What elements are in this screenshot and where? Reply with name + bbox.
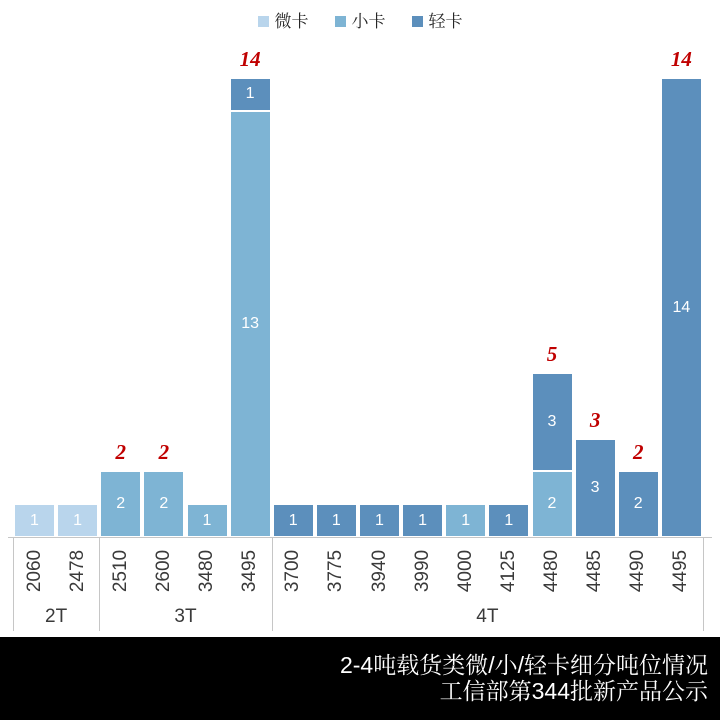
x-tick-label: 3495 (239, 549, 261, 593)
x-tick-label: 3940 (368, 549, 390, 593)
segment-value-label: 14 (672, 298, 691, 316)
x-tick-label: 2510 (109, 549, 131, 593)
group-label: 4T (476, 606, 499, 627)
total-callout: 3 (589, 407, 601, 432)
segment-value-label: 1 (375, 511, 384, 529)
total-callout: 2 (115, 440, 126, 465)
x-tick-label: 2478 (66, 549, 88, 593)
segment-value-label: 1 (418, 511, 428, 529)
bar-segment (230, 111, 271, 537)
legend-label: 小卡 (351, 11, 386, 31)
bar-segment (532, 471, 573, 537)
total-callout: 2 (633, 440, 644, 465)
x-tick-label: 4490 (627, 549, 649, 593)
x-tick-label: 4000 (454, 549, 476, 593)
segment-value-label: 1 (73, 511, 83, 529)
bar-segment (230, 78, 271, 111)
x-tick-label: 3775 (325, 549, 347, 593)
legend-label: 轻卡 (428, 11, 463, 31)
segment-value-label: 1 (30, 511, 39, 529)
x-tick-label: 2600 (152, 549, 174, 593)
segment-value-label: 3 (590, 478, 600, 496)
total-callout: 14 (670, 47, 692, 71)
segment-value-label: 3 (547, 413, 557, 431)
segment-value-label: 2 (116, 495, 126, 513)
footer-banner (0, 637, 720, 720)
chart-title: 2-4吨载货类微/小/轻卡细分吨位情况 (339, 652, 708, 678)
x-tick-label: 4125 (497, 549, 519, 593)
x-tick-label: 4485 (584, 549, 606, 593)
segment-value-label: 1 (245, 85, 255, 103)
group-label: 2T (45, 606, 68, 627)
segment-value-label: 1 (331, 511, 341, 529)
x-tick-label: 2060 (23, 549, 45, 593)
segment-value-label: 1 (461, 511, 471, 529)
legend-label: 微卡 (274, 11, 309, 31)
segment-value-label: 13 (241, 314, 260, 332)
segment-value-label: 1 (288, 511, 298, 529)
total-callout: 2 (158, 440, 170, 465)
bar-segment (618, 471, 659, 537)
total-callout: 14 (239, 47, 261, 71)
group-label: 3T (174, 606, 197, 627)
x-tick-label: 4495 (670, 549, 692, 593)
total-callout: 5 (546, 342, 558, 367)
x-tick-label: 3480 (196, 549, 218, 593)
segment-value-label: 2 (633, 495, 643, 513)
chart-subtitle: 工信部第344批新产品公示 (439, 678, 708, 704)
x-tick-label: 4480 (541, 549, 563, 593)
segment-value-label: 2 (159, 495, 169, 513)
segment-value-label: 1 (202, 511, 212, 529)
x-tick-label: 3990 (411, 549, 433, 593)
group-divider-line (703, 538, 704, 631)
group-divider-line (99, 538, 100, 631)
bar-segment (143, 471, 184, 537)
bar-segment (100, 471, 141, 537)
x-tick-label: 3700 (282, 549, 304, 593)
bar-segment (661, 78, 702, 537)
group-divider-line (272, 538, 273, 631)
segment-value-label: 2 (547, 495, 557, 513)
segment-value-label: 1 (504, 511, 514, 529)
